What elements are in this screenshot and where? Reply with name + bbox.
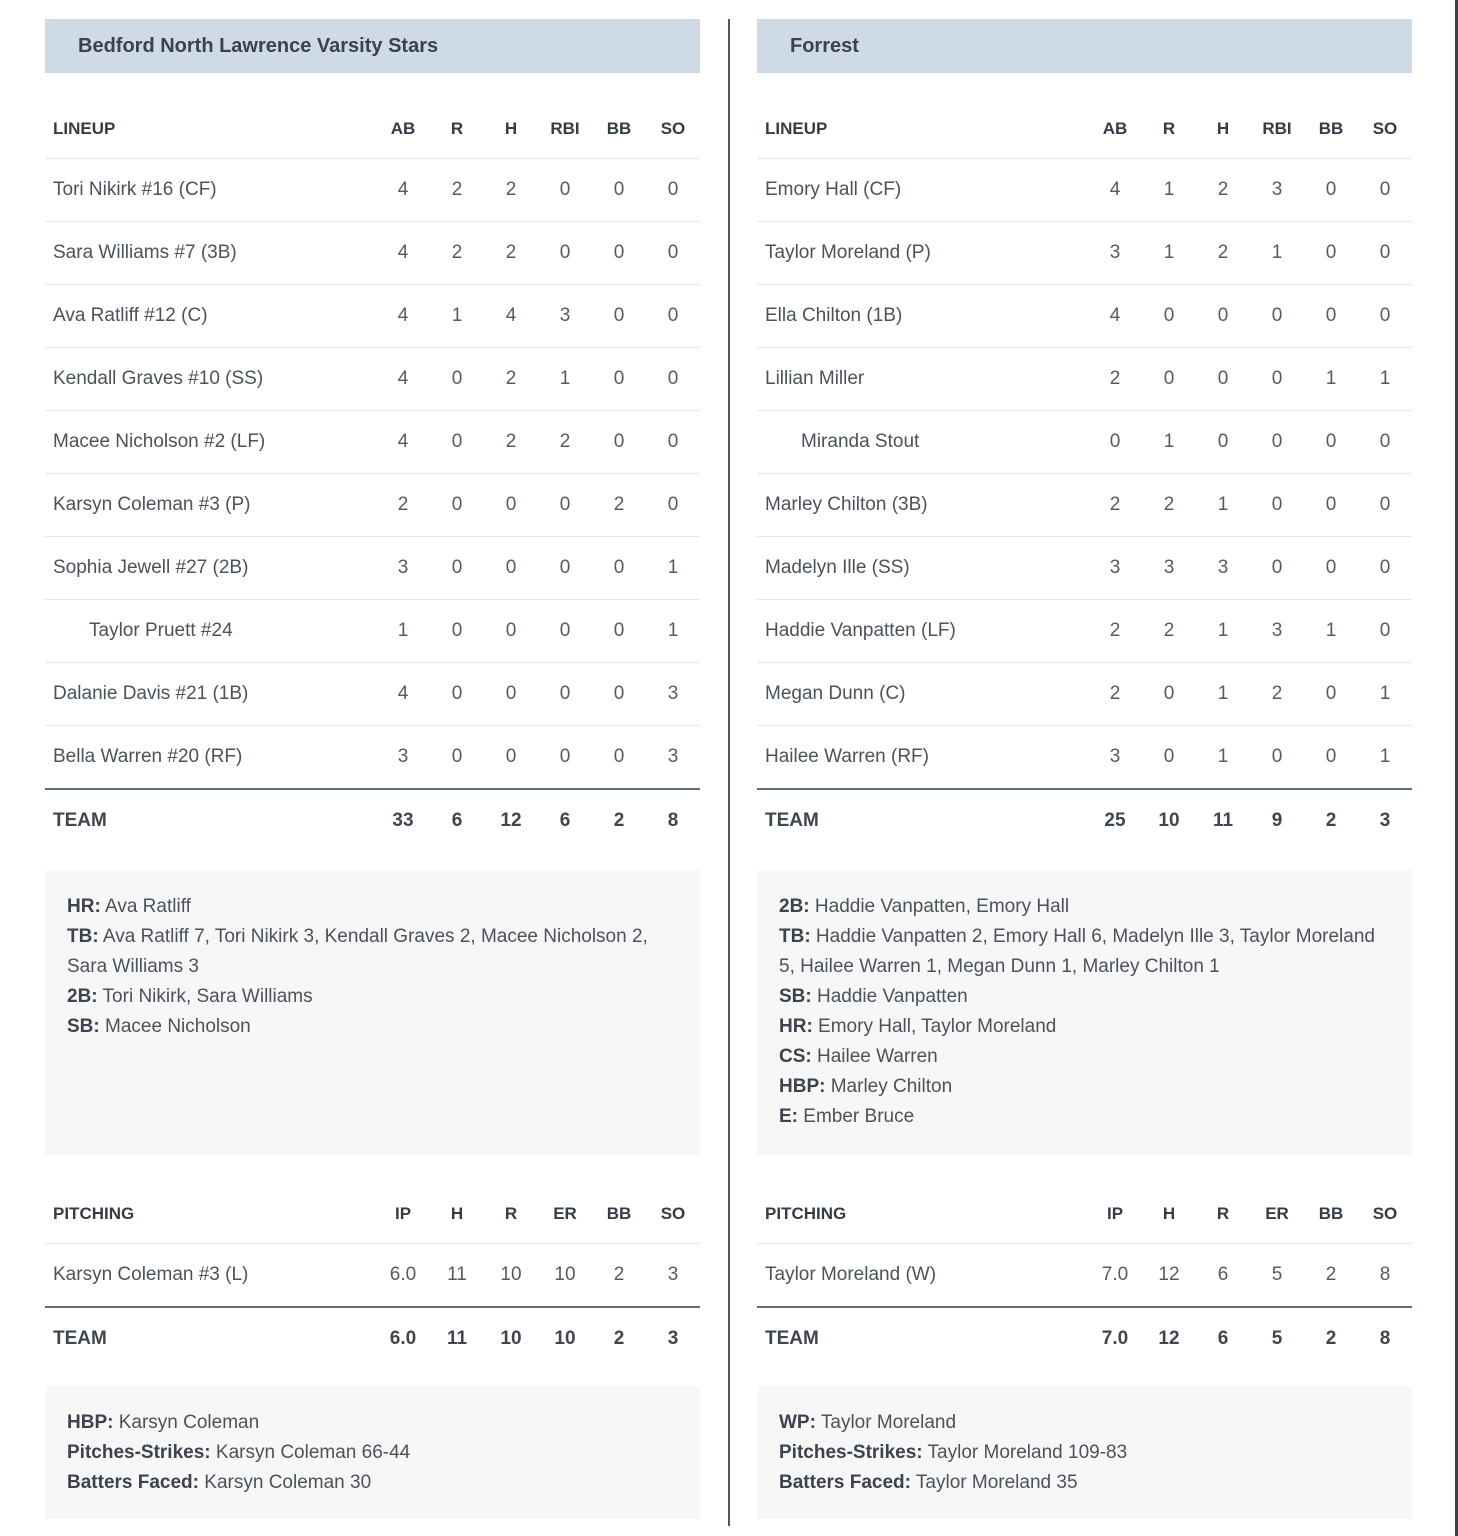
stat-cell: 0 [451, 683, 463, 704]
player-name: Bella Warren #20 (RF) [53, 746, 243, 767]
table-row [757, 1243, 1412, 1306]
stat-cell: 2 [613, 494, 625, 515]
stat-cell: 0 [1379, 431, 1391, 452]
stat-cell: 0 [505, 620, 517, 641]
stat-cell: 1 [1163, 242, 1175, 263]
stat-cell: 10 [1158, 809, 1180, 831]
player-name: Taylor Pruett #24 [89, 620, 233, 641]
note-line: TB: Ava Ratliff 7, Tori Nikirk 3, Kendall Graves 2, Macee Nicholson 2, Sara Williams 3 [67, 926, 648, 977]
stat-cell: 4 [397, 242, 409, 263]
stat-cell: 0 [613, 368, 625, 389]
note-label: SB: [779, 986, 812, 1007]
table-row [45, 536, 700, 599]
stat-cell: 0 [1325, 683, 1337, 704]
stat-cell: 1 [1217, 620, 1229, 641]
stat-cell: 2 [1271, 683, 1283, 704]
stat-cell: 0 [613, 683, 625, 704]
column-header: RBI [550, 119, 580, 138]
stat-cell: 2 [1163, 620, 1175, 641]
stat-cell: 0 [1163, 368, 1175, 389]
stat-cell: 0 [667, 305, 679, 326]
stat-cell: 0 [613, 179, 625, 200]
stat-cell: 0 [1271, 746, 1283, 767]
column-header: BB [606, 119, 632, 138]
stat-cell: 0 [613, 431, 625, 452]
stat-cell: 1 [1163, 179, 1175, 200]
team-total-row [757, 1306, 1412, 1369]
table-row [757, 599, 1412, 662]
column-header: SO [1372, 1204, 1398, 1223]
stat-cell: 6.0 [389, 1264, 417, 1285]
stat-cell: 3 [667, 683, 679, 704]
stat-cell: 10 [554, 1327, 576, 1349]
stat-cell: 3 [1379, 809, 1391, 831]
player-name: Sara Williams #7 (3B) [53, 242, 237, 263]
table-header-row [45, 100, 700, 158]
table-row [757, 662, 1412, 725]
column-header: H [450, 1204, 464, 1223]
stat-cell: 0 [559, 494, 571, 515]
stat-cell: 6 [1217, 1264, 1229, 1285]
table-row [45, 599, 700, 662]
stat-cell: 1 [667, 557, 679, 578]
stat-cell: 12 [1158, 1264, 1180, 1285]
column-divider [728, 19, 730, 1526]
stat-cell: 2 [613, 1264, 625, 1285]
stat-cell: 3 [397, 557, 409, 578]
stat-cell: 2 [451, 179, 463, 200]
stat-cell: 0 [1217, 305, 1229, 326]
column-header: BB [1318, 1204, 1344, 1223]
stat-cell: 12 [1158, 1327, 1180, 1349]
pitching-table [757, 1185, 1412, 1369]
stat-cell: 6 [451, 809, 463, 831]
stat-cell: 0 [667, 179, 679, 200]
table-row [757, 536, 1412, 599]
table-row [757, 284, 1412, 347]
note-line: Pitches-Strikes: Taylor Moreland 109-83 [779, 1442, 1128, 1463]
stat-cell: 1 [1217, 746, 1229, 767]
stat-cell: 0 [1379, 305, 1391, 326]
stat-cell: 4 [397, 179, 409, 200]
section-label: PITCHING [53, 1204, 135, 1223]
stat-cell: 11 [446, 1327, 468, 1349]
stat-cell: 12 [500, 809, 522, 831]
note-line: HBP: Marley Chilton [779, 1076, 953, 1097]
note-line: TB: Haddie Vanpatten 2, Emory Hall 6, Madelyn Ille 3, Taylor Moreland 5, Hailee Warren 1, Megan Dunn 1, Marley Chilton 1 [779, 926, 1375, 977]
table-row [757, 473, 1412, 536]
table-row [45, 284, 700, 347]
stat-cell: 5 [1271, 1264, 1283, 1285]
stat-cell: 0 [1271, 368, 1283, 389]
section-label: LINEUP [53, 119, 116, 138]
note-line: SB: Macee Nicholson [67, 1016, 251, 1037]
note-line: 2B: Tori Nikirk, Sara Williams [67, 986, 313, 1007]
stat-cell: 3 [1109, 746, 1121, 767]
stat-cell: 8 [667, 809, 679, 831]
stat-cell: 4 [397, 368, 409, 389]
column-header: H [1216, 119, 1230, 138]
note-line: HR: Emory Hall, Taylor Moreland [779, 1016, 1057, 1037]
column-header: H [1162, 1204, 1176, 1223]
stat-cell: 0 [1325, 179, 1337, 200]
stat-cell: 3 [1271, 620, 1283, 641]
player-name: Karsyn Coleman #3 (L) [53, 1264, 249, 1285]
column-header: IP [394, 1204, 412, 1223]
team-total-label: TEAM [765, 809, 819, 831]
stat-cell: 0 [1271, 494, 1283, 515]
stat-cell: 3 [559, 305, 571, 326]
stat-cell: 0 [559, 683, 571, 704]
stat-cell: 2 [559, 431, 571, 452]
stat-cell: 3 [667, 1264, 679, 1285]
stat-cell: 8 [1379, 1264, 1391, 1285]
player-name: Kendall Graves #10 (SS) [53, 368, 264, 389]
stat-cell: 2 [1163, 494, 1175, 515]
table-row [757, 221, 1412, 284]
stat-cell: 9 [1271, 809, 1283, 831]
table-row [757, 725, 1412, 788]
stat-cell: 0 [1163, 746, 1175, 767]
stat-cell: 0 [1109, 431, 1121, 452]
stat-cell: 6 [559, 809, 571, 831]
stat-cell: 3 [1163, 557, 1175, 578]
stat-cell: 10 [500, 1264, 522, 1285]
stat-cell: 7.0 [1101, 1264, 1129, 1285]
batting-notes [757, 870, 1412, 1155]
stat-cell: 0 [1271, 305, 1283, 326]
table-row [45, 1243, 700, 1306]
stat-cell: 2 [1109, 494, 1121, 515]
stat-cell: 1 [1217, 494, 1229, 515]
stat-cell: 4 [397, 305, 409, 326]
player-name: Karsyn Coleman #3 (P) [53, 494, 251, 515]
column-header: SO [660, 1204, 686, 1223]
stat-cell: 1 [1325, 368, 1337, 389]
column-header: R [1162, 119, 1176, 138]
note-label: HR: [779, 1016, 813, 1037]
note-line: HR: Ava Ratliff [67, 896, 191, 917]
column-header: SO [1372, 119, 1398, 138]
player-name: Lillian Miller [765, 368, 865, 389]
team-column-home [757, 19, 1412, 1526]
team-total-row [757, 788, 1412, 851]
stat-cell: 0 [559, 242, 571, 263]
column-header: R [450, 119, 464, 138]
column-header: ER [1265, 1204, 1289, 1223]
player-name: Marley Chilton (3B) [765, 494, 928, 515]
stat-cell: 0 [1379, 620, 1391, 641]
stat-cell: 0 [613, 557, 625, 578]
note-line: HBP: Karsyn Coleman [67, 1412, 260, 1433]
stat-cell: 3 [1109, 242, 1121, 263]
note-line: 2B: Haddie Vanpatten, Emory Hall [779, 896, 1070, 917]
stat-cell: 33 [392, 809, 414, 831]
team-header-bar [45, 19, 700, 73]
table-row [45, 158, 700, 221]
stat-cell: 2 [1109, 368, 1121, 389]
note-label: Batters Faced: [779, 1472, 911, 1493]
stat-cell: 0 [505, 683, 517, 704]
player-name: Emory Hall (CF) [765, 179, 902, 200]
team-header-bar [757, 19, 1412, 73]
stat-cell: 10 [554, 1264, 576, 1285]
stat-cell: 1 [1163, 431, 1175, 452]
stat-cell: 2 [505, 431, 517, 452]
note-label: HBP: [67, 1412, 114, 1433]
player-name: Ava Ratliff #12 (C) [53, 305, 208, 326]
column-header: H [504, 119, 518, 138]
stat-cell: 2 [1325, 809, 1337, 831]
stat-cell: 0 [613, 620, 625, 641]
stat-cell: 0 [1325, 494, 1337, 515]
stat-cell: 0 [451, 431, 463, 452]
stat-cell: 2 [1325, 1264, 1337, 1285]
player-name: Miranda Stout [801, 431, 920, 452]
stat-cell: 2 [505, 179, 517, 200]
note-label: 2B: [779, 896, 810, 917]
stat-cell: 1 [397, 620, 409, 641]
column-header: RBI [1262, 119, 1292, 138]
stat-cell: 0 [505, 494, 517, 515]
note-label: HBP: [779, 1076, 826, 1097]
pitching-notes [757, 1386, 1412, 1519]
column-header: BB [606, 1204, 632, 1223]
note-label: TB: [67, 926, 99, 947]
player-name: Hailee Warren (RF) [765, 746, 929, 767]
column-header: ER [553, 1204, 577, 1223]
player-name: Dalanie Davis #21 (1B) [53, 683, 249, 704]
stat-cell: 0 [667, 368, 679, 389]
table-row [757, 410, 1412, 473]
stat-cell: 2 [1325, 1327, 1337, 1349]
stat-cell: 0 [1271, 431, 1283, 452]
stat-cell: 0 [505, 746, 517, 767]
team-name: Forrest [790, 34, 859, 57]
stat-cell: 0 [451, 368, 463, 389]
stat-cell: 2 [397, 494, 409, 515]
note-label: HR: [67, 896, 101, 917]
stat-cell: 0 [559, 620, 571, 641]
lineup-table [757, 100, 1412, 851]
stat-cell: 5 [1271, 1327, 1283, 1349]
stat-cell: 1 [1379, 746, 1391, 767]
column-header: IP [1106, 1204, 1124, 1223]
team-total-label: TEAM [53, 809, 107, 831]
player-name: Taylor Moreland (P) [765, 242, 931, 263]
team-column-away [45, 19, 700, 1526]
section-label: LINEUP [765, 119, 828, 138]
stat-cell: 0 [1325, 242, 1337, 263]
stat-cell: 0 [451, 557, 463, 578]
note-line: CS: Hailee Warren [779, 1046, 938, 1067]
batting-notes [45, 870, 700, 1155]
note-label: TB: [779, 926, 811, 947]
stat-cell: 1 [1217, 683, 1229, 704]
stat-cell: 2 [1217, 179, 1229, 200]
note-line: E: Ember Bruce [779, 1106, 915, 1127]
note-line: Batters Faced: Taylor Moreland 35 [779, 1472, 1078, 1493]
table-header-row [757, 1185, 1412, 1243]
stat-cell: 1 [1271, 242, 1283, 263]
table-row [757, 158, 1412, 221]
table-header-row [45, 1185, 700, 1243]
stat-cell: 11 [447, 1264, 467, 1285]
stat-cell: 0 [1217, 368, 1229, 389]
stat-cell: 1 [1379, 368, 1391, 389]
stat-cell: 2 [505, 242, 517, 263]
stat-cell: 8 [1379, 1327, 1391, 1349]
stat-cell: 0 [1325, 746, 1337, 767]
stat-cell: 6 [1217, 1327, 1229, 1349]
stat-cell: 0 [1379, 557, 1391, 578]
stat-cell: 0 [559, 557, 571, 578]
stat-cell: 0 [613, 746, 625, 767]
column-header: SO [660, 119, 686, 138]
player-name: Sophia Jewell #27 (2B) [53, 557, 249, 578]
stat-cell: 2 [613, 809, 625, 831]
note-label: SB: [67, 1016, 100, 1037]
stat-cell: 11 [1212, 809, 1234, 831]
section-label: PITCHING [765, 1204, 847, 1223]
stat-cell: 3 [667, 1327, 679, 1349]
stat-cell: 0 [613, 305, 625, 326]
stat-cell: 0 [1379, 179, 1391, 200]
table-row [45, 473, 700, 536]
note-line: Pitches-Strikes: Karsyn Coleman 66-44 [67, 1442, 411, 1463]
column-header: AB [1102, 119, 1128, 138]
lineup-table [45, 100, 700, 851]
note-label: Batters Faced: [67, 1472, 199, 1493]
note-line: Batters Faced: Karsyn Coleman 30 [67, 1472, 372, 1493]
stat-cell: 0 [1163, 305, 1175, 326]
stat-cell: 0 [1217, 431, 1229, 452]
stat-cell: 0 [559, 746, 571, 767]
note-label: CS: [779, 1046, 812, 1067]
stat-cell: 0 [1379, 242, 1391, 263]
stat-cell: 0 [1325, 557, 1337, 578]
stat-cell: 1 [1379, 683, 1391, 704]
stat-cell: 3 [1271, 179, 1283, 200]
table-row [45, 662, 700, 725]
column-header: BB [1318, 119, 1344, 138]
stat-cell: 3 [397, 746, 409, 767]
note-line: SB: Haddie Vanpatten [779, 986, 968, 1007]
stat-cell: 0 [559, 179, 571, 200]
stat-cell: 0 [667, 242, 679, 263]
team-total-label: TEAM [765, 1327, 819, 1349]
stat-cell: 0 [667, 494, 679, 515]
stat-cell: 0 [1325, 431, 1337, 452]
stat-cell: 1 [451, 305, 463, 326]
note-label: WP: [779, 1412, 816, 1433]
player-name: Taylor Moreland (W) [765, 1264, 937, 1285]
table-row [45, 221, 700, 284]
stat-cell: 10 [500, 1327, 522, 1349]
note-line: WP: Taylor Moreland [779, 1412, 957, 1433]
stat-cell: 3 [667, 746, 679, 767]
team-total-label: TEAM [53, 1327, 107, 1349]
stat-cell: 1 [1325, 620, 1337, 641]
stat-cell: 3 [1109, 557, 1121, 578]
team-name: Bedford North Lawrence Varsity Stars [78, 34, 439, 57]
stat-cell: 0 [451, 620, 463, 641]
stat-cell: 0 [613, 242, 625, 263]
stat-cell: 2 [505, 368, 517, 389]
stat-cell: 1 [667, 620, 679, 641]
table-row [45, 410, 700, 473]
stat-cell: 4 [1109, 305, 1121, 326]
stat-cell: 0 [667, 431, 679, 452]
table-row [45, 347, 700, 410]
player-name: Madelyn Ille (SS) [765, 557, 910, 578]
note-label: Pitches-Strikes: [779, 1442, 923, 1463]
team-total-row [45, 788, 700, 851]
stat-cell: 4 [397, 431, 409, 452]
note-label: 2B: [67, 986, 98, 1007]
stat-cell: 4 [505, 305, 517, 326]
player-name: Macee Nicholson #2 (LF) [53, 431, 266, 452]
stat-cell: 0 [451, 494, 463, 515]
stat-cell: 4 [397, 683, 409, 704]
stat-cell: 6.0 [389, 1327, 417, 1349]
stat-cell: 1 [559, 368, 571, 389]
pitching-notes [45, 1386, 700, 1519]
column-header: R [1216, 1204, 1230, 1223]
stat-cell: 2 [451, 242, 463, 263]
stat-cell: 2 [613, 1327, 625, 1349]
stat-cell: 0 [451, 746, 463, 767]
note-label: E: [779, 1106, 798, 1127]
column-header: R [504, 1204, 518, 1223]
stat-cell: 7.0 [1101, 1327, 1129, 1349]
stat-cell: 25 [1104, 809, 1126, 831]
table-row [757, 347, 1412, 410]
player-name: Tori Nikirk #16 (CF) [53, 179, 217, 200]
note-label: Pitches-Strikes: [67, 1442, 211, 1463]
stat-cell: 0 [1379, 494, 1391, 515]
team-total-row [45, 1306, 700, 1369]
stat-cell: 0 [505, 557, 517, 578]
player-name: Ella Chilton (1B) [765, 305, 903, 326]
player-name: Megan Dunn (C) [765, 683, 906, 704]
stat-cell: 0 [1325, 305, 1337, 326]
table-row [45, 725, 700, 788]
player-name: Haddie Vanpatten (LF) [765, 620, 956, 641]
stat-cell: 4 [1109, 179, 1121, 200]
table-header-row [757, 100, 1412, 158]
column-header: AB [390, 119, 416, 138]
pitching-table [45, 1185, 700, 1369]
stat-cell: 2 [1109, 620, 1121, 641]
stat-cell: 3 [1217, 557, 1229, 578]
stat-cell: 0 [1271, 557, 1283, 578]
stat-cell: 2 [1109, 683, 1121, 704]
stat-cell: 0 [1163, 683, 1175, 704]
stat-cell: 2 [1217, 242, 1229, 263]
